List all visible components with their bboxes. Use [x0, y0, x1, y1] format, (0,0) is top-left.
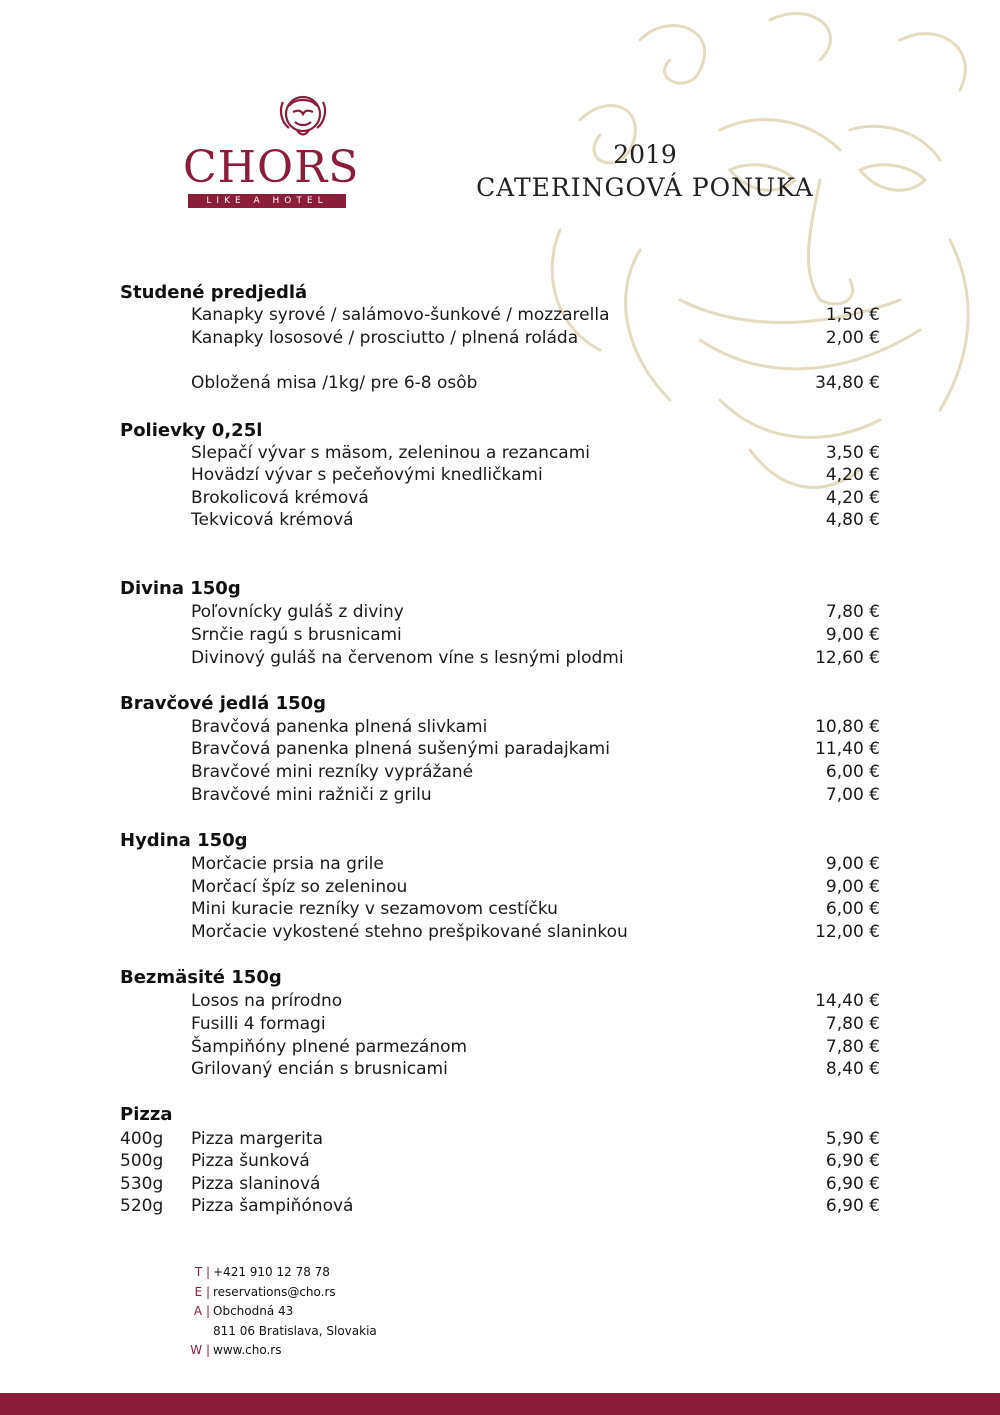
menu-item-weight: 500g	[120, 1151, 164, 1171]
menu-item	[120, 761, 880, 784]
contact-website[interactable]: www.cho.rs	[213, 1343, 282, 1357]
brand-tagline: LIKE A HOTEL	[188, 194, 346, 208]
menu-item	[120, 921, 880, 944]
menu-item-name: Morčací špíz so zeleninou	[191, 877, 408, 897]
menu-item-price: 6,00 €	[825, 762, 880, 782]
section-title: Polievky 0,25l	[120, 420, 263, 441]
menu-item	[120, 624, 880, 647]
menu-item-price: 7,80 €	[825, 1037, 880, 1057]
menu-item-name: Bravčové mini ražniči z grilu	[191, 785, 432, 805]
menu-item	[120, 304, 880, 327]
menu-item-price: 4,20 €	[825, 488, 880, 508]
brand-name: CHORS	[183, 142, 360, 193]
menu-item-price: 4,20 €	[825, 465, 880, 485]
menu-item	[120, 372, 880, 395]
menu-item-price: 6,00 €	[825, 899, 880, 919]
contact-label: T |	[194, 1265, 210, 1279]
menu-item	[120, 853, 880, 876]
menu-item-price: 12,60 €	[815, 648, 880, 668]
menu-item-name: Bravčová panenka plnená sušenými paradajkami	[191, 739, 610, 759]
section-title: Divina 150g	[120, 578, 241, 599]
menu-item	[120, 784, 880, 807]
menu-item-price: 11,40 €	[815, 739, 880, 759]
menu-item-price: 12,00 €	[815, 922, 880, 942]
menu-item	[120, 509, 880, 532]
menu-item-weight: 530g	[120, 1174, 164, 1194]
menu-item-name: Morčacie prsia na grile	[191, 854, 384, 874]
menu-item	[120, 327, 880, 350]
menu-item-name: Obložená misa /1kg/ pre 6-8 osôb	[191, 373, 478, 393]
menu-item-weight: 520g	[120, 1196, 164, 1216]
menu-item	[120, 1128, 880, 1151]
menu-item-name: Bravčová panenka plnená slivkami	[191, 717, 488, 737]
menu-item-name: Pizza šampiňónová	[191, 1196, 354, 1216]
menu-item-price: 14,40 €	[815, 991, 880, 1011]
contact-phone: +421 910 12 78 78	[213, 1265, 330, 1279]
menu-item	[120, 647, 880, 670]
menu-item-price: 4,80 €	[825, 510, 880, 530]
menu-item	[120, 1036, 880, 1059]
menu-item	[120, 716, 880, 739]
contact-label: A |	[193, 1304, 210, 1318]
menu-item-name: Srnčie ragú s brusnicami	[191, 625, 402, 645]
menu-item	[120, 876, 880, 899]
menu-item-price: 2,00 €	[825, 328, 880, 348]
menu-item	[120, 990, 880, 1013]
menu-item	[120, 464, 880, 487]
menu-item-price: 1,50 €	[825, 305, 880, 325]
menu-item-name: Šampiňóny plnené parmezánom	[191, 1037, 468, 1057]
menu-item-price: 7,80 €	[825, 602, 880, 622]
menu-item-name: Slepačí vývar s mäsom, zeleninou a rezancami	[191, 443, 590, 463]
footer-bar	[0, 1393, 1000, 1415]
menu-item-name: Grilovaný encián s brusnicami	[191, 1059, 448, 1079]
menu-item	[120, 601, 880, 624]
contact-label: E |	[194, 1284, 210, 1299]
menu-item-price: 9,00 €	[825, 877, 880, 897]
menu-item	[120, 898, 880, 921]
menu-item-name: Pizza margerita	[191, 1129, 323, 1149]
menu-item-name: Brokolicová krémová	[191, 488, 369, 508]
menu-item-price: 5,90 €	[825, 1129, 880, 1149]
menu-item-price: 34,80 €	[815, 373, 880, 393]
contact-email[interactable]: reservations@cho.rs	[213, 1284, 336, 1299]
section-title: Hydina 150g	[120, 830, 248, 851]
menu-item	[120, 442, 880, 465]
menu-item	[120, 1195, 880, 1218]
menu-item	[120, 1173, 880, 1196]
section-title: Bezmäsité 150g	[120, 967, 282, 988]
menu-item-name: Kanapky lososové / prosciutto / plnená roláda	[191, 328, 579, 348]
menu-item-price: 7,00 €	[825, 785, 880, 805]
menu-item-name: Divinový guláš na červenom víne s lesnými plodmi	[191, 648, 624, 668]
menu-item-name: Bravčové mini rezníky vyprážané	[191, 762, 474, 782]
menu-item	[120, 738, 880, 761]
menu-item-price: 8,40 €	[825, 1059, 880, 1079]
contact-address: Obchodná 43	[213, 1304, 294, 1318]
menu-item	[120, 1013, 880, 1036]
section-title: Pizza	[120, 1104, 173, 1125]
menu-item-name: Tekvicová krémová	[191, 510, 354, 530]
menu-item-name: Kanapky syrové / salámovo-šunkové / mozzarella	[191, 305, 610, 325]
menu-item-name: Poľovnícky guláš z diviny	[191, 602, 404, 622]
menu-item-name: Losos na prírodno	[191, 991, 343, 1011]
menu-item-name: Mini kuracie rezníky v sezamovom cestíčku	[191, 899, 558, 919]
menu-item-price: 6,90 €	[825, 1151, 880, 1171]
menu-item-weight: 400g	[120, 1129, 164, 1149]
menu-item-price: 9,00 €	[825, 854, 880, 874]
menu-item-price: 10,80 €	[815, 717, 880, 737]
menu-item-price: 3,50 €	[825, 443, 880, 463]
menu-item	[120, 487, 880, 510]
section-title: Studené predjedlá	[120, 282, 308, 303]
menu-item-name: Pizza slaninová	[191, 1174, 321, 1194]
document-year: 2019	[613, 140, 677, 169]
menu-item-price: 6,90 €	[825, 1174, 880, 1194]
menu-item	[120, 1150, 880, 1173]
menu-item-price: 6,90 €	[825, 1196, 880, 1216]
menu-item-price: 7,80 €	[825, 1014, 880, 1034]
section-title: Bravčové jedlá 150g	[120, 693, 327, 714]
contact-address: 811 06 Bratislava, Slovakia	[213, 1323, 377, 1338]
menu-item-price: 9,00 €	[825, 625, 880, 645]
menu-item-name: Fusilli 4 formagi	[191, 1014, 326, 1034]
menu-item-name: Pizza šunková	[191, 1151, 310, 1171]
menu-item-name: Morčacie vykostené stehno prešpikované slaninkou	[191, 922, 628, 942]
menu-item	[120, 1058, 880, 1081]
document-title: CATERINGOVÁ PONUKA	[476, 173, 814, 202]
contact-label: W |	[190, 1343, 210, 1357]
menu-item-name: Hovädzí vývar s pečeňovými knedličkami	[191, 465, 543, 485]
